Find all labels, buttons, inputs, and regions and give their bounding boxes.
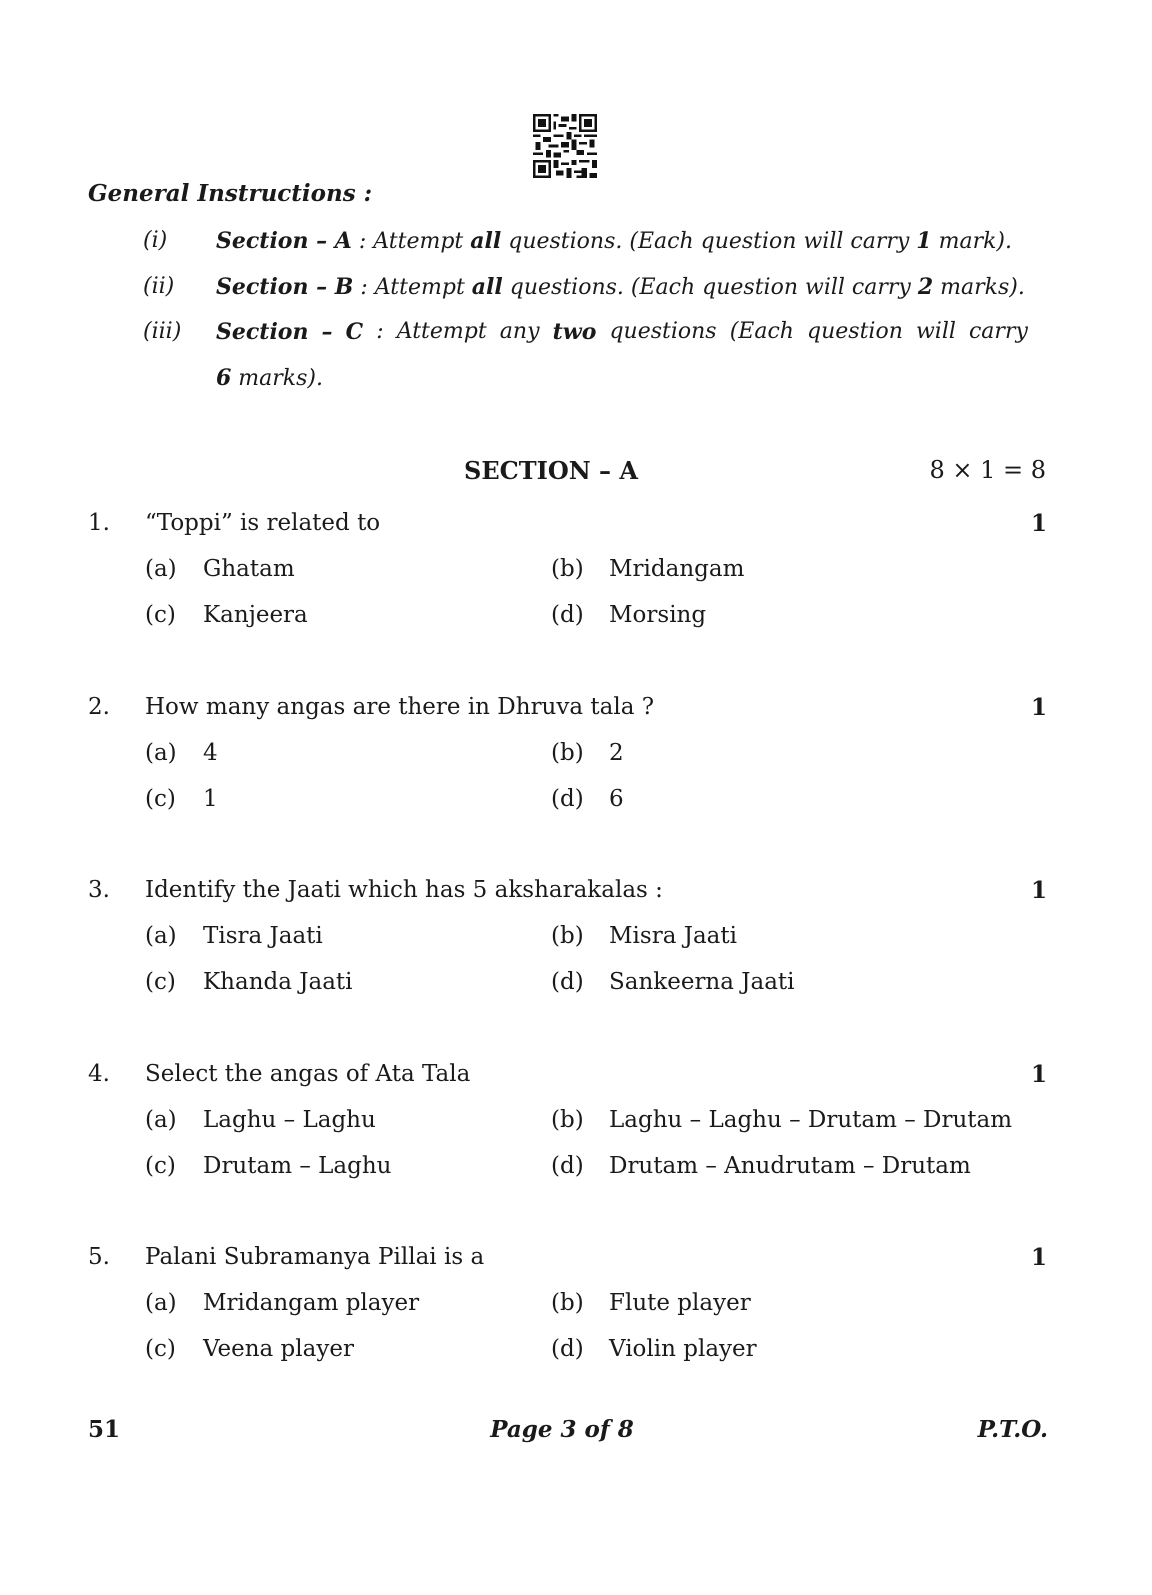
option-text: Drutam – Laghu bbox=[203, 1152, 392, 1179]
section-marks: 8 × 1 = 8 bbox=[929, 456, 1046, 484]
question-marks: 1 bbox=[1031, 1060, 1048, 1088]
qr-code-icon bbox=[533, 114, 597, 178]
option-label: (b) bbox=[551, 1106, 584, 1133]
question-number: 3. bbox=[88, 877, 110, 903]
option-text: Morsing bbox=[609, 602, 707, 628]
option-label: (c) bbox=[145, 969, 176, 995]
option-text: Flute player bbox=[609, 1290, 751, 1316]
option-label: (a) bbox=[145, 923, 177, 949]
option-label: (c) bbox=[145, 1336, 176, 1362]
page-number: Page 3 of 8 bbox=[490, 1416, 634, 1443]
option-label: (d) bbox=[551, 969, 584, 995]
option-text: Khanda Jaati bbox=[203, 969, 353, 995]
question-text: How many angas are there in Dhruva tala ? bbox=[145, 693, 655, 720]
question-marks: 1 bbox=[1031, 877, 1048, 904]
option-text: Tisra Jaati bbox=[203, 923, 323, 949]
option-label: (b) bbox=[551, 1290, 584, 1316]
option-text: Laghu – Laghu – Drutam – Drutam bbox=[609, 1106, 1013, 1133]
instructions-title: General Instructions : bbox=[88, 180, 373, 207]
option-label: (b) bbox=[551, 556, 584, 582]
option-label: (c) bbox=[145, 602, 176, 628]
option-text: 2 bbox=[609, 739, 624, 766]
question-number: 1. bbox=[88, 510, 110, 536]
option-label: (d) bbox=[551, 1336, 584, 1362]
question-number: 4. bbox=[88, 1060, 110, 1087]
question-text: Palani Subramanya Pillai is a bbox=[145, 1244, 485, 1270]
option-label: (b) bbox=[551, 739, 584, 766]
option-text: Mridangam player bbox=[203, 1290, 420, 1316]
option-text: Drutam – Anudrutam – Drutam bbox=[609, 1152, 971, 1179]
option-label: (c) bbox=[145, 785, 176, 812]
option-text: Mridangam bbox=[609, 556, 745, 582]
option-label: (a) bbox=[145, 1106, 177, 1133]
option-label: (d) bbox=[551, 602, 584, 628]
option-text: Sankeerna Jaati bbox=[609, 969, 795, 995]
question-number: 2. bbox=[88, 693, 110, 720]
question-marks: 1 bbox=[1031, 1244, 1048, 1271]
option-text: Ghatam bbox=[203, 556, 295, 582]
option-label: (a) bbox=[145, 739, 177, 766]
option-text: Veena player bbox=[203, 1336, 354, 1362]
section-title: SECTION – A bbox=[464, 456, 638, 485]
question-number: 5. bbox=[88, 1244, 110, 1270]
question-marks: 1 bbox=[1031, 693, 1048, 721]
paper-code: 51 bbox=[88, 1416, 121, 1443]
question-text: “Toppi” is related to bbox=[145, 510, 381, 536]
option-label: (a) bbox=[145, 556, 177, 582]
option-label: (d) bbox=[551, 1152, 584, 1179]
option-label: (d) bbox=[551, 785, 584, 812]
option-text: 1 bbox=[203, 785, 218, 812]
option-text: Violin player bbox=[609, 1336, 757, 1362]
option-text: Misra Jaati bbox=[609, 923, 737, 949]
option-text: Laghu – Laghu bbox=[203, 1106, 376, 1133]
option-text: Kanjeera bbox=[203, 602, 308, 628]
question-text: Identify the Jaati which has 5 aksharakalas : bbox=[145, 877, 663, 903]
pto-label: P.T.O. bbox=[977, 1416, 1048, 1443]
question-text: Select the angas of Ata Tala bbox=[145, 1060, 471, 1087]
option-text: 6 bbox=[609, 785, 624, 812]
question-marks: 1 bbox=[1031, 510, 1048, 537]
option-label: (a) bbox=[145, 1290, 177, 1316]
option-text: 4 bbox=[203, 739, 218, 766]
option-label: (c) bbox=[145, 1152, 176, 1179]
option-label: (b) bbox=[551, 923, 584, 949]
